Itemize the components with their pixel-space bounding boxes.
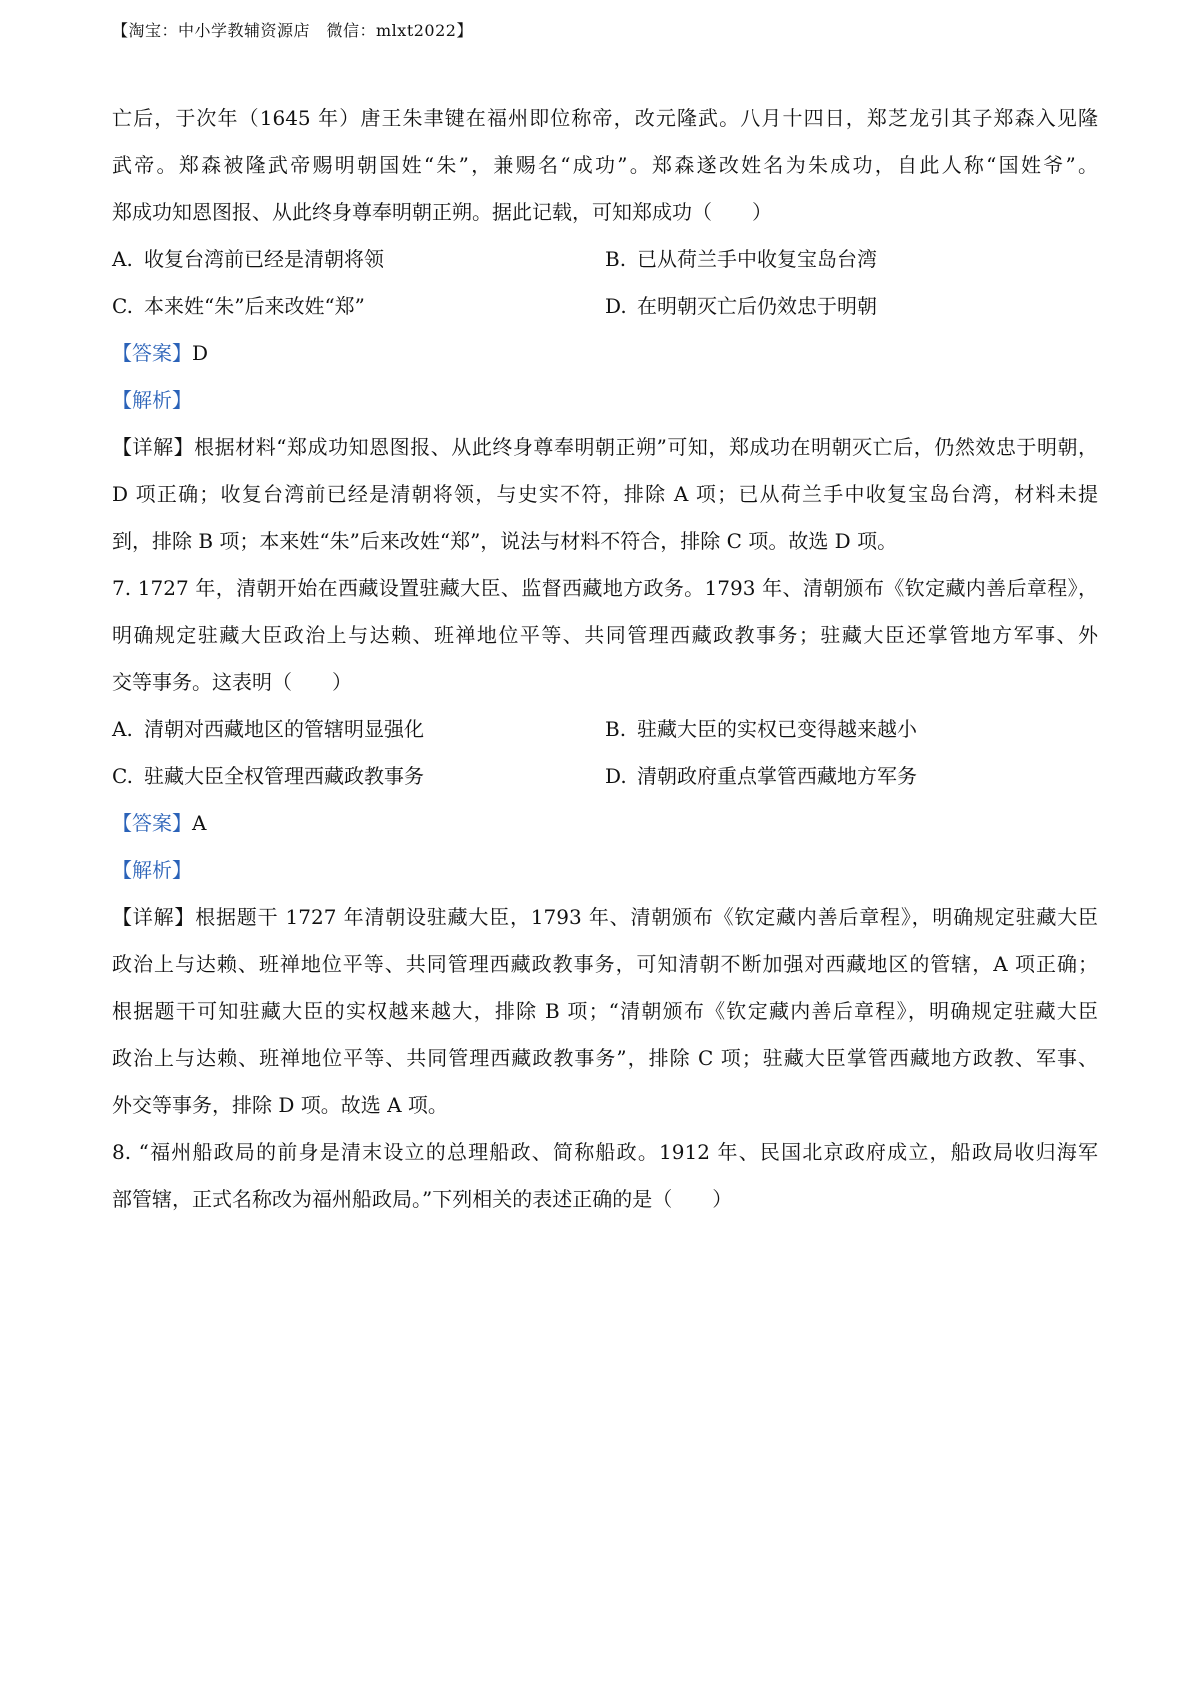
q6-answer bbox=[112, 333, 1098, 380]
q7-option-c bbox=[112, 756, 605, 803]
q7-detail-line bbox=[112, 897, 1098, 944]
q7-detail-line: 政治上与达赖、班禅地位平等、共同管理西藏政教事务”，排除 C 项；驻藏大臣掌管西藏地方政教、军事、 bbox=[112, 1046, 1098, 1070]
detail-text: 根据材料“郑成功知恩图报、从此终身尊奉明朝正朔”可知，郑成功在明朝灭亡后，仍然效忠于明朝， bbox=[194, 435, 1099, 459]
option-text: 清朝政府重点掌管西藏地方军务 bbox=[637, 764, 917, 788]
q6-option-b bbox=[605, 239, 1098, 286]
answer-tag: 【答案】 bbox=[112, 341, 192, 365]
analysis-tag: 【解析】 bbox=[112, 858, 192, 882]
q6-option-c bbox=[112, 286, 605, 333]
option-label: C. bbox=[112, 764, 133, 788]
option-label: B. bbox=[605, 717, 627, 741]
option-text: 在明朝灭亡后仍效忠于明朝 bbox=[637, 294, 877, 318]
option-text: 本来姓“朱”后来改姓“郑” bbox=[144, 294, 365, 318]
option-text: 清朝对西藏地区的管辖明显强化 bbox=[144, 717, 424, 741]
option-text: 驻藏大臣全权管理西藏政教事务 bbox=[144, 764, 424, 788]
q6-stem-line: 郑成功知恩图报、从此终身尊奉明朝正朔。据此记载，可知郑成功（ ） bbox=[112, 200, 772, 224]
q7-option-b bbox=[605, 709, 1098, 756]
option-label: A. bbox=[112, 717, 133, 741]
answer-value: D bbox=[192, 341, 209, 365]
q6-detail-line bbox=[112, 427, 1098, 474]
analysis-tag: 【解析】 bbox=[112, 388, 192, 412]
q6-options-row bbox=[112, 286, 1098, 333]
option-text: 收复台湾前已经是清朝将领 bbox=[144, 247, 384, 271]
question-6 bbox=[112, 98, 1098, 568]
q8-stem-line: 部管辖，正式名称改为福州船政局。”下列相关的表述正确的是（ ） bbox=[112, 1187, 733, 1211]
option-text: 已从荷兰手中收复宝岛台湾 bbox=[637, 247, 877, 271]
q6-option-d bbox=[605, 286, 1098, 333]
detail-text: 根据题干 1727 年清朝设驻藏大臣，1793 年、清朝颁布《钦定藏内善后章程》，明确规定驻藏大臣 bbox=[195, 905, 1099, 929]
q7-detail-line: 外交等事务，排除 D 项。故选 A 项。 bbox=[112, 1093, 448, 1117]
q7-stem-line: 明确规定驻藏大臣政治上与达赖、班禅地位平等、共同管理西藏政教事务；驻藏大臣还掌管地方军事、外 bbox=[112, 623, 1098, 647]
option-label: D. bbox=[605, 764, 627, 788]
q8-stem-line: 8. “福州船政局的前身是清末设立的总理船政、简称船政。1912 年、民国北京政府成立，船政局收归海军 bbox=[112, 1140, 1098, 1164]
answer-value: A bbox=[192, 811, 207, 835]
q7-detail-line: 根据题干可知驻藏大臣的实权越来越大，排除 B 项；“清朝颁布《钦定藏内善后章程》，明确规定驻藏大臣 bbox=[112, 999, 1098, 1023]
option-label: D. bbox=[605, 294, 627, 318]
question-8 bbox=[112, 1132, 1098, 1226]
q6-analysis-heading bbox=[112, 380, 1098, 427]
option-label: A. bbox=[112, 247, 133, 271]
q6-detail-line: D 项正确；收复台湾前已经是清朝将领，与史实不符，排除 A 项；已从荷兰手中收复宝岛台湾，材料未提 bbox=[112, 482, 1098, 506]
detail-tag: 【详解】 bbox=[112, 905, 196, 929]
q7-stem-line: 交等事务。这表明（ ） bbox=[112, 670, 352, 694]
q7-detail-line: 政治上与达赖、班禅地位平等、共同管理西藏政教事务，可知清朝不断加强对西藏地区的管辖，A 项正确； bbox=[112, 952, 1098, 976]
q6-stem-line: 亡后，于次年（1645 年）唐王朱聿键在福州即位称帝，改元隆武。八月十四日，郑芝龙引其子郑森入见隆 bbox=[112, 106, 1098, 130]
q6-options-row bbox=[112, 239, 1098, 286]
q6-stem-line: 武帝。郑森被隆武帝赐明朝国姓“朱”，兼赐名“成功”。郑森遂改姓名为朱成功，自此人称“国姓爷”。 bbox=[112, 153, 1098, 177]
q7-options-row bbox=[112, 709, 1098, 756]
q7-option-a bbox=[112, 709, 605, 756]
option-text: 驻藏大臣的实权已变得越来越小 bbox=[637, 717, 917, 741]
q7-stem-line: 7. 1727 年，清朝开始在西藏设置驻藏大臣、监督西藏地方政务。1793 年、清朝颁布《钦定藏内善后章程》， bbox=[112, 576, 1098, 600]
q7-analysis-heading bbox=[112, 850, 1098, 897]
answer-tag: 【答案】 bbox=[112, 811, 192, 835]
option-label: B. bbox=[605, 247, 627, 271]
detail-tag: 【详解】 bbox=[112, 435, 195, 459]
document-body bbox=[112, 98, 1098, 1226]
q7-options-row bbox=[112, 756, 1098, 803]
q6-option-a bbox=[112, 239, 605, 286]
q7-answer bbox=[112, 803, 1098, 850]
question-7 bbox=[112, 568, 1098, 1132]
q7-option-d bbox=[605, 756, 1098, 803]
page-header: 【淘宝：中小学教辅资源店 微信：mlxt2022】 bbox=[112, 21, 473, 40]
q6-detail-line: 到，排除 B 项；本来姓“朱”后来改姓“郑”，说法与材料不符合，排除 C 项。故选 D 项。 bbox=[112, 529, 898, 553]
option-label: C. bbox=[112, 294, 133, 318]
